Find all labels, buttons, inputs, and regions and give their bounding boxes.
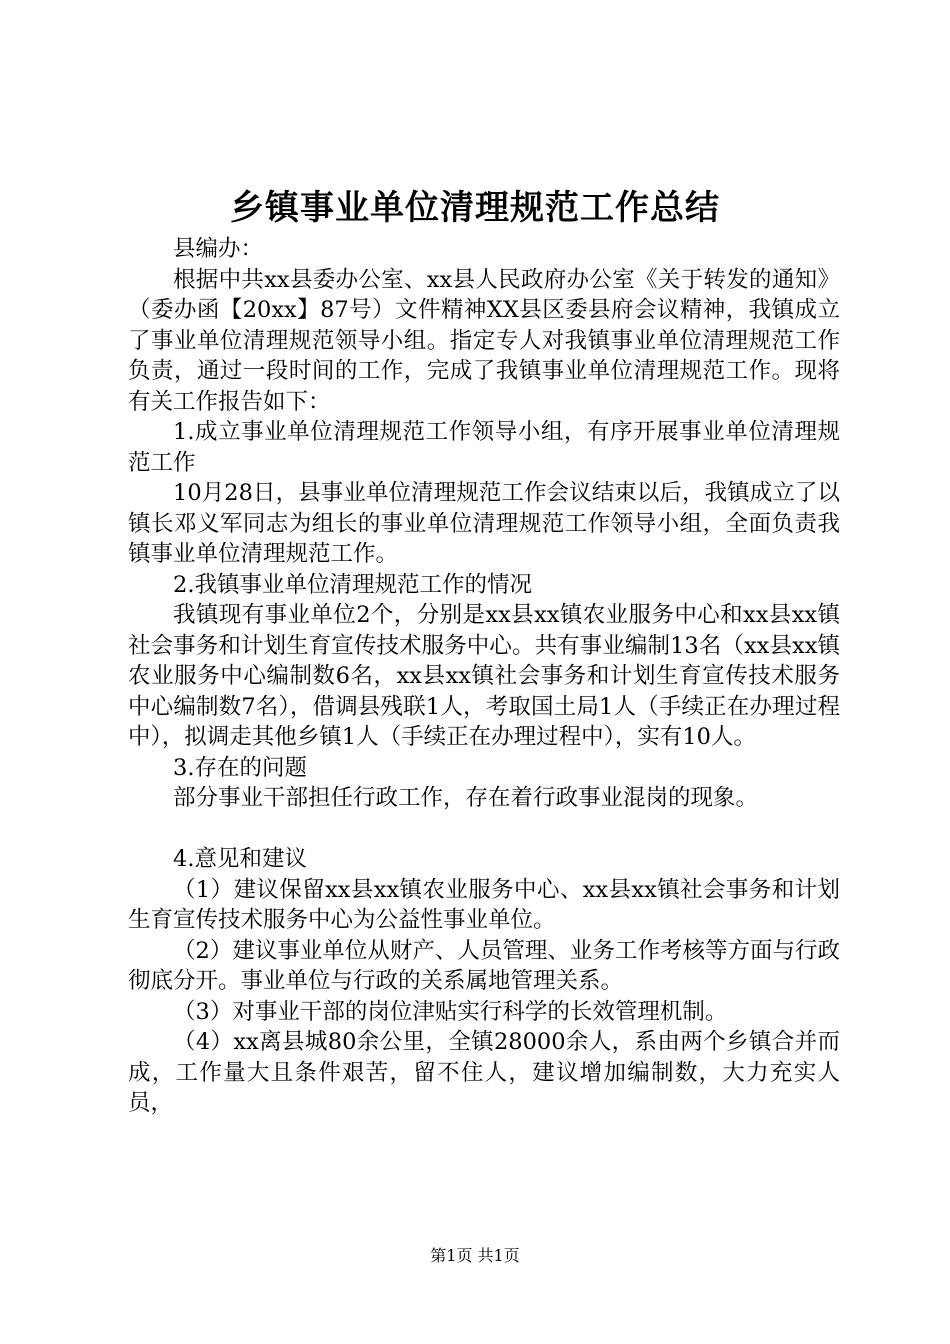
page-footer: 第1页 共1页: [430, 1246, 520, 1265]
section-paragraph-2: 我镇现有事业单位2个，分别是xx县xx镇农业服务中心和xx县xx镇社会事务和计划生育宣传技术服务中心。共有事业编制13名（xx县xx镇农业服务中心编制数6名，xx县xx镇社会事务和计划生育宣传技术服务中心编制数7名），借调县残联1人，考取国土局1人（手续正在办理过程中），拟调走其他乡镇1人（手续正在办理过程中），实有10人。: [128, 602, 840, 750]
suggestion-2: （2）建议事业单位从财产、人员管理、业务工作考核等方面与行政彻底分开。事业单位与行政的关系属地管理关系。: [128, 937, 840, 994]
document-title: 乡镇事业单位清理规范工作总结: [230, 188, 720, 228]
section-paragraph-1: 10月28日，县事业单位清理规范工作会议结束以后，我镇成立了以镇长邓义军同志为组长的事业单位清理规范工作领导小组，全面负责我镇事业单位清理规范工作。: [128, 480, 840, 567]
suggestion-1: （1）建议保留xx县xx镇农业服务中心、xx县xx镇社会事务和计划生育宣传技术服务中心为公益性事业单位。: [128, 876, 840, 933]
section-heading-3: 3.存在的问题: [173, 754, 307, 781]
section-heading-4: 4.意见和建议: [173, 846, 307, 872]
suggestion-3: （3）对事业干部的岗位津贴实行科学的长效管理机制。: [173, 998, 728, 1025]
section-paragraph-3: 部分事业干部担任行政工作，存在着行政事业混岗的现象。: [173, 785, 759, 811]
suggestion-4: （4）xx离县城80余公里，全镇28000余人，系由两个乡镇合并而成，工作量大且条件艰苦，留不住人，建议增加编制数，大力充实人员，: [128, 1029, 840, 1116]
salutation: 县编办：: [173, 236, 264, 262]
section-heading-1: 1.成立事业单位清理规范工作领导小组，有序开展事业单位清理规范工作: [128, 419, 840, 476]
section-heading-2: 2.我镇事业单位清理规范工作的情况: [173, 571, 532, 598]
document-body: [128, 234, 840, 1119]
intro-paragraph: 根据中共xx县委办公室、xx县人民政府办公室《关于转发的通知》（委办函【20xx】87号）文件精神XX县区委县府会议精神，我镇成立了事业单位清理规范领导小组。指定专人对我镇事业单位清理规范工作负责，通过一段时间的工作，完成了我镇事业单位清理规范工作。现将有关工作报告如下：: [128, 266, 840, 415]
paragraph-gap: [128, 814, 840, 845]
